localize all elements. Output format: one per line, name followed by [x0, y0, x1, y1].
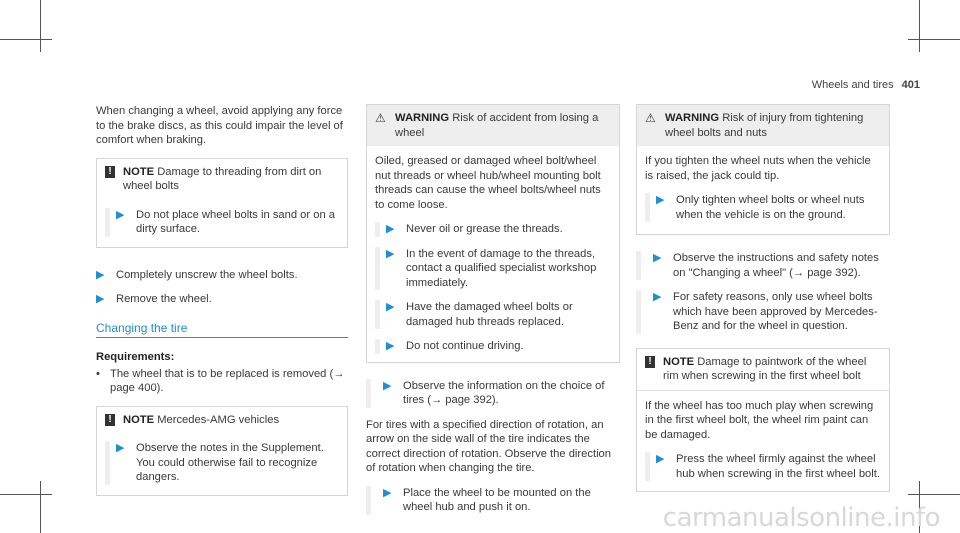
step-text: Have the damaged wheel bolts or damaged hub threads replaced. — [406, 301, 573, 328]
note-title: Damage to threading from dirt on wheel bolts — [123, 165, 322, 192]
column-3 — [636, 104, 890, 492]
requirement-text: The wheel that is to be replaced is removed (→ page 400). — [110, 367, 345, 394]
step-arrow-icon: ▶ — [386, 247, 395, 260]
note-label: NOTE — [123, 165, 155, 178]
step-arrow-icon: ▶ — [386, 301, 395, 313]
section-title: Changing the tire — [96, 321, 348, 339]
page-header — [812, 78, 920, 93]
watermark: carmanualsonline.info — [662, 502, 940, 533]
note-icon: ! — [105, 414, 115, 426]
list-item — [96, 268, 348, 283]
step-arrow-icon: ▶ — [653, 291, 662, 303]
step-text: Never oil or grease the threads. — [406, 223, 563, 235]
step-text: Observe the notes in the Supplement. You could otherwise fail to recognize dangers. — [136, 442, 324, 483]
column-1 — [96, 104, 348, 496]
step-text: Only tighten wheel bolts or wheel nuts when the vehicle is on the ground. — [676, 194, 865, 221]
bullet-icon: • — [96, 367, 100, 380]
list-item — [105, 208, 339, 237]
note-text: If the wheel has too much play when screwing in the first wheel bolt, the wheel rim paint can be damaged. — [645, 399, 874, 441]
header-section: Wheels and tires — [811, 79, 894, 91]
list-item — [636, 290, 890, 334]
crop-mark — [919, 0, 920, 52]
list-item — [636, 251, 890, 280]
step-text: Completely unscrew the wheel bolts. — [116, 268, 298, 281]
crop-mark — [0, 494, 52, 495]
step-arrow-icon: ▶ — [386, 223, 395, 235]
warning-box — [636, 104, 890, 235]
note-box — [96, 406, 348, 496]
warning-triangle-icon: ⚠ — [375, 111, 386, 125]
list-item — [366, 379, 620, 408]
step-arrow-icon: ▶ — [96, 293, 105, 305]
list-item — [375, 247, 611, 291]
step-arrow-icon: ▶ — [656, 453, 665, 465]
page-number: 401 — [901, 79, 920, 91]
note-label: NOTE — [123, 413, 155, 426]
note-box — [636, 348, 890, 493]
step-text: Press the wheel firmly against the wheel hub when screwing in the first wheel bolt. — [676, 453, 880, 480]
crop-mark — [40, 0, 41, 52]
warning-text: Oiled, greased or damaged wheel bolt/wheel nut threads or wheel hub/wheel mounting bolt threads can cause the wheel bolts/wheel nuts to come loose. — [375, 155, 601, 211]
list-item — [105, 441, 339, 485]
warning-label: WARNING — [665, 112, 720, 124]
crop-mark — [908, 39, 960, 40]
note-box — [96, 158, 348, 248]
warning-triangle-icon: ⚠ — [645, 111, 656, 125]
list-item — [366, 486, 620, 515]
intro-text: When changing a wheel, avoid applying any force to the brake discs, as this could impair the level of comfort when braking. — [96, 105, 343, 146]
note-label: NOTE — [663, 355, 695, 368]
requirements-label: Requirements: — [96, 351, 175, 363]
step-text: In the event of damage to the threads, contact a qualified specialist workshop immediately. — [406, 247, 597, 289]
list-item — [645, 452, 881, 481]
note-icon: ! — [105, 166, 115, 178]
list-item — [96, 292, 348, 307]
crop-mark — [0, 39, 52, 40]
note-title: Mercedes-AMG vehicles — [157, 413, 280, 426]
list-item — [375, 222, 611, 237]
step-arrow-icon: ▶ — [656, 194, 665, 206]
list-item — [375, 339, 611, 354]
list-item — [96, 367, 348, 396]
column-2 — [366, 104, 620, 525]
step-text: Do not continue driving. — [406, 340, 524, 352]
warning-text: If you tighten the wheel nuts when the vehicle is raised, the jack could tip. — [645, 155, 871, 182]
step-arrow-icon: ▶ — [116, 208, 125, 221]
list-item — [375, 300, 611, 329]
step-arrow-icon: ▶ — [116, 442, 125, 454]
note-icon: ! — [645, 356, 655, 368]
crop-mark — [40, 481, 41, 533]
step-text: Remove the wheel. — [116, 293, 212, 305]
step-arrow-icon: ▶ — [383, 486, 392, 499]
warning-title: Risk of injury from tightening wheel bolts and nuts — [665, 112, 864, 139]
warning-label: WARNING — [395, 112, 450, 124]
list-item — [645, 193, 881, 222]
step-text: For safety reasons, only use wheel bolts which have been approved by Mercedes-Benz and for the wheel in question. — [673, 291, 878, 332]
step-text: Observe the instructions and safety notes on "Changing a wheel" (→ page 392). — [673, 252, 879, 279]
step-arrow-icon: ▶ — [383, 379, 392, 392]
step-arrow-icon: ▶ — [386, 340, 395, 352]
step-text: Do not place wheel bolts in sand or on a dirty surface. — [136, 208, 336, 235]
step-arrow-icon: ▶ — [96, 268, 105, 281]
warning-box — [366, 104, 620, 363]
note-title: Damage to paintwork of the wheel rim when screwing in the first wheel bolt — [663, 355, 867, 382]
step-text: Observe the information on the choice of tires (→ page 392). — [403, 379, 605, 406]
step-text: Place the wheel to be mounted on the wheel hub and push it on. — [403, 486, 591, 513]
step-arrow-icon: ▶ — [653, 252, 662, 264]
crop-mark — [908, 494, 960, 495]
body-text: For tires with a specified direction of rotation, an arrow on the side wall of the tire indicates the correct direction of rotation. Observe the direction of rotation when changing the tire. — [366, 418, 611, 474]
warning-title: Risk of accident from losing a wheel — [395, 112, 599, 139]
